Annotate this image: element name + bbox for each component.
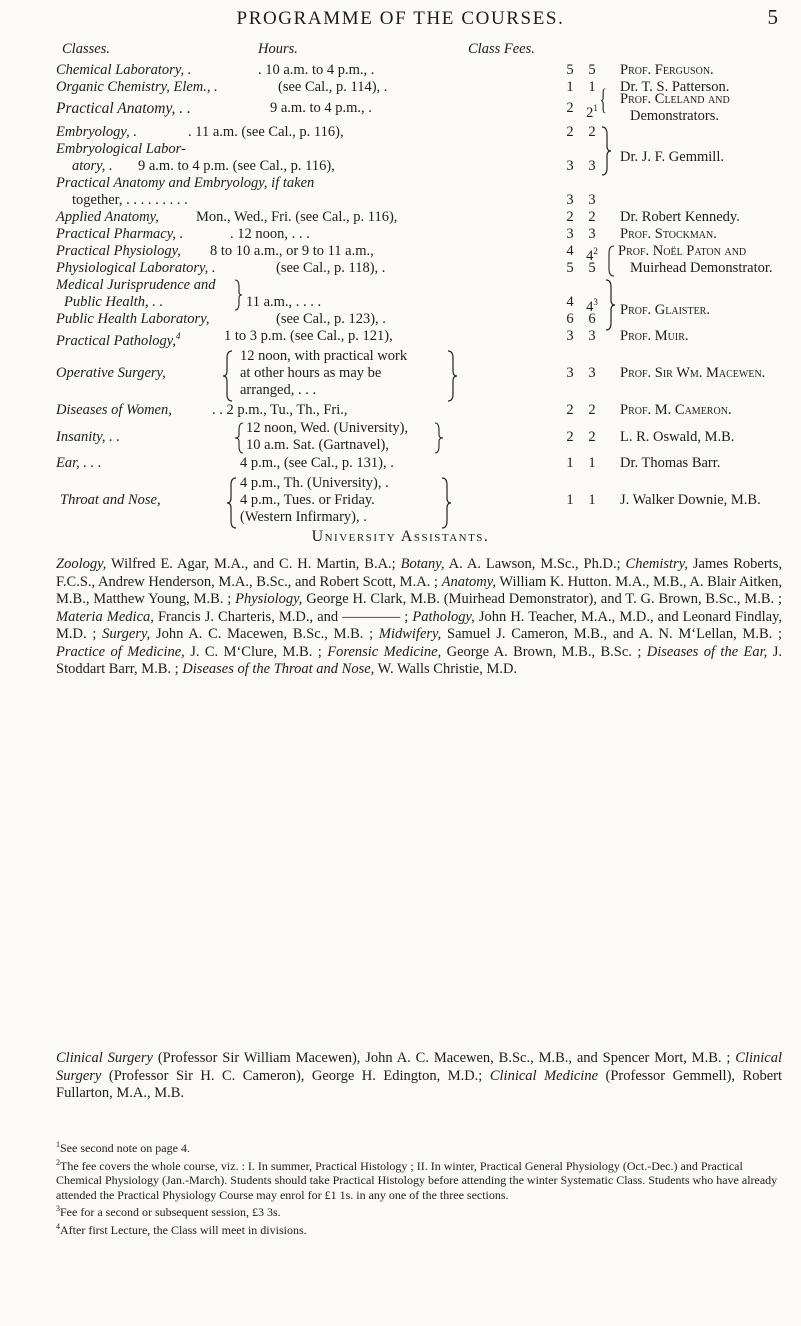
fee-second: 2 (588, 124, 596, 140)
fee-first: 3 (566, 158, 574, 174)
subject-label: Anatomy, (441, 573, 496, 590)
assistant-names: Francis J. Charteris, M.D., and ———— ; (153, 608, 413, 625)
col-fees: Class Fees. (468, 41, 535, 57)
section-heading: University Assistants. (311, 528, 490, 545)
assistant-names: W. Walls Christie, M.D. (374, 661, 518, 677)
footnote-text: Fee for a second or subsequent session, £3 3s. (60, 1205, 281, 1219)
fee-first: 2 (566, 209, 574, 225)
fee-first: 4 (566, 243, 574, 259)
assistant-names: George H. Clark, M.B. (Muirhead Demonstrator), and T. G. Brown, B.Sc., M.B. ; (302, 591, 782, 607)
subject-label: Surgery, (102, 626, 151, 642)
assistant-names: (Professor Gemmell), Robert Fullarton, M.A., M.B. (56, 1067, 782, 1101)
fee-first: 1 (566, 492, 574, 508)
class-hours: (see Cal., p. 118), . (276, 260, 386, 276)
lecturer: Dr. Robert Kennedy. (620, 209, 740, 225)
class-hours: 1 to 3 p.m. (see Cal., p. 121), (224, 328, 393, 344)
footnote (56, 1220, 782, 1238)
fee-first: 6 (566, 311, 574, 327)
class-hours-cont: arranged, . . . (240, 382, 317, 398)
lecturer: Prof. Stockman. (620, 226, 717, 242)
class-hours-cont: (Western Infirmary), . (240, 509, 367, 525)
footnote-text: After first Lecture, the Class will meet in divisions. (60, 1222, 307, 1237)
lecturer: Prof. Muir. (620, 328, 689, 344)
class-name: Applied Anatomy, (56, 209, 159, 225)
fee-second: 3 (588, 226, 596, 242)
class-name: Practical Pharmacy, . (56, 226, 184, 242)
fee-first: 5 (566, 260, 574, 276)
fee-first: 2 (566, 124, 574, 140)
class-name: Throat and Nose, (60, 492, 161, 508)
lecturer: Muirhead Demonstrator. (630, 260, 773, 276)
fee-second: 2 (588, 429, 596, 445)
fee-first: 2 (566, 100, 574, 116)
assistants-paragraph (56, 556, 782, 679)
brace: { (599, 83, 607, 116)
class-name: Embryological Labor- (56, 141, 186, 157)
footnote-text: The fee covers the whole course, viz. : I. In summer, Practical Histology ; II. In winter, Practical General Physiology (Oct.-Dec.) and Practical Chemical Physiology (Jan.-March). Students should take Practical Histology before attending the winter Systematic Class. Students who have already attended the Practical Physiology Course may enrol for £1 1s. in any one of the three sections. (56, 1158, 778, 1202)
class-hours-cont: 4 p.m., Tues. or Friday. (240, 492, 375, 508)
subject-label: Materia Medica, (56, 608, 154, 625)
fee-first: 1 (566, 79, 574, 95)
subject-label: Zoology, (56, 556, 107, 572)
col-hours: Hours. (258, 41, 298, 57)
fee-first: 2 (566, 429, 574, 445)
class-name: Organic Chemistry, Elem., . (56, 79, 218, 95)
brace (446, 350, 458, 402)
class-name: Medical Jurisprudence and (56, 277, 216, 293)
assistant-names: Wilfred E. Agar, M.A., and C. H. Martin, B.A.; (106, 556, 401, 572)
class-hours-cont: 10 a.m. Sat. (Gartnavel), (246, 437, 389, 453)
fee-second: 3 (588, 328, 596, 344)
fee-first: 3 (566, 226, 574, 242)
course-schedule (0, 62, 801, 525)
class-name: Operative Surgery, (56, 365, 166, 381)
assistant-names: John A. C. Macewen, B.Sc., M.B. ; (150, 626, 379, 642)
lecturer: J. Walker Downie, M.B. (620, 492, 761, 508)
footnote-number: 2 (56, 1157, 60, 1167)
brace (600, 126, 612, 176)
running-title: PROGRAMME OF THE COURSES. (236, 8, 565, 29)
class-hours: Mon., Wed., Fri. (see Cal., p. 116), (196, 209, 398, 225)
footnote (56, 1156, 782, 1203)
subject-label: Physiology, (235, 591, 303, 607)
lecturer: Prof. Noël Paton and (618, 243, 747, 259)
assistant-names: William K. Hutton. M.A., M.B., A. Blair Aitken, M.B., Matthew Young, M.B. ; (56, 573, 782, 607)
assistant-names: John H. Teacher, M.A., M.D., and Leonard Findlay, M.D. ; (56, 608, 782, 642)
subject-label: Botany, (400, 556, 445, 572)
assistant-names: James Roberts, F.C.S., Andrew Henderson, M.A., B.Sc., and Robert Scott, M.A. ; (56, 556, 782, 590)
class-name-cont: atory, . (72, 158, 113, 174)
footnote-number: 1 (56, 1140, 60, 1149)
footnotes (56, 1138, 782, 1237)
subject-label: Diseases of the Throat and Nose, (182, 661, 375, 677)
class-hours: 9 a.m. to 4 p.m., . (270, 100, 372, 116)
assistant-names: A. A. Lawson, M.Sc., Ph.D.; (444, 556, 626, 572)
class-hours-cont: at other hours as may be (240, 365, 382, 381)
subject-label: Clinical Surgery (56, 1050, 782, 1084)
subject-label: Chemistry, (625, 556, 688, 572)
brace (606, 245, 616, 277)
class-hours: . 11 a.m. (see Cal., p. 116), (188, 124, 344, 140)
lecturer: L. R. Oswald, M.B. (620, 429, 735, 445)
footnote-number: 4 (56, 1221, 60, 1231)
fee-first: 4 (566, 294, 574, 310)
fee-first: 1 (566, 455, 574, 471)
fee-second: 5 (588, 260, 596, 276)
class-hours: 8 to 10 a.m., or 9 to 11 a.m., (210, 243, 374, 259)
class-name: Practical Anatomy and Embryology, if taken (56, 175, 315, 191)
lecturer: Prof. Glaister. (620, 302, 710, 318)
fee-second: 3 (588, 192, 596, 208)
class-hours: 9 a.m. to 4 p.m. (see Cal., p. 116), (138, 158, 335, 174)
class-name: Diseases of Women, (56, 402, 172, 418)
lecturer: Dr. J. F. Gemmill. (620, 149, 724, 165)
subject-label: Clinical Surgery (56, 1050, 153, 1066)
fee-second: $2^1$ (586, 103, 598, 121)
brace (234, 422, 244, 454)
fee-second: 2 (588, 209, 596, 225)
assistant-names: J. C. M‘Clure, M.B. ; (184, 643, 328, 660)
fee-second: 1 (588, 79, 596, 95)
class-name: Public Health Laboratory, (56, 311, 210, 327)
fee-first: 3 (566, 365, 574, 381)
col-classes: Classes. (62, 41, 110, 57)
brace (233, 279, 243, 311)
lecturer: Dr. Thomas Barr. (620, 455, 721, 471)
fee-second: $4^2$ (586, 246, 598, 264)
fee-second: 5 (588, 62, 596, 78)
footnote (56, 1202, 782, 1220)
lecturer: Prof. Sir Wm. Macewen. (620, 365, 766, 381)
assistant-names: (Professor Sir William Macewen), John A. C. Macewen, B.Sc., M.B., and Spencer Mort, M.B. ; (152, 1050, 736, 1066)
subject-label: Diseases of the Ear, (646, 643, 768, 660)
subject-label: Pathology, (412, 608, 475, 625)
fee-second: 2 (588, 402, 596, 418)
class-name: Physiological Laboratory, . (56, 260, 216, 276)
class-name: Embryology, . (56, 124, 137, 140)
fee-first: 5 (566, 62, 574, 78)
lecturer: Prof. M. Cameron. (620, 402, 732, 418)
brace (440, 477, 452, 529)
brace (226, 477, 238, 529)
brace (604, 279, 616, 331)
running-header (0, 0, 801, 40)
fee-second: 3 (588, 365, 596, 381)
class-name: Chemical Laboratory, . (56, 62, 192, 78)
fee-second: 1 (588, 492, 596, 508)
class-hours: 12 noon, with practical work (240, 348, 408, 364)
class-name: Practical Pathology,$^4$ (56, 331, 181, 349)
class-hours: . 12 noon, . . . (230, 226, 310, 242)
assistant-names: George A. Brown, M.B., B.Sc. ; (441, 643, 647, 660)
fee-first: 3 (566, 328, 574, 344)
clinical-assistants-paragraph (56, 1050, 782, 1103)
brace (222, 350, 234, 402)
page-number: 5 (767, 5, 778, 29)
fee-first: 2 (566, 402, 574, 418)
class-hours: . . 2 p.m., Tu., Th., Fri., (212, 402, 348, 418)
assistant-names: (Professor Sir H. C. Cameron), George H. Edington, M.D.; (101, 1067, 490, 1084)
class-hours: . 10 a.m. to 4 p.m., . (258, 62, 375, 78)
class-hours: 4 p.m., (see Cal., p. 131), . (240, 455, 394, 471)
footnote (56, 1138, 782, 1156)
class-name-cont: Public Health, . . (64, 294, 164, 310)
fee-first: 3 (566, 192, 574, 208)
fee-second: 3 (588, 158, 596, 174)
footnote-number: 3 (56, 1204, 60, 1213)
fee-second: $4^3$ (586, 297, 598, 315)
class-name-cont: together, . . . . . . . . . (72, 192, 188, 208)
class-hours: 12 noon, Wed. (University), (246, 420, 409, 436)
brace (434, 422, 444, 454)
column-headers (0, 41, 801, 63)
lecturer: Dr. T. S. Patterson. (620, 79, 730, 95)
fee-second: 1 (588, 455, 596, 471)
class-name: Ear, . . . (56, 455, 102, 471)
assistant-names: J. Stoddart Barr, M.B. ; (56, 643, 782, 677)
class-hours: 11 a.m., . . . . (246, 294, 322, 310)
assistant-names: Samuel J. Cameron, M.B., and A. N. M‘Lellan, M.B. ; (441, 626, 782, 642)
class-hours: 4 p.m., Th. (University), . (240, 475, 389, 491)
class-name: Insanity, . . (56, 429, 121, 445)
lecturer: Demonstrators. (630, 108, 719, 124)
class-name: Practical Anatomy, . . (56, 100, 191, 117)
class-hours: (see Cal., p. 114), . (278, 79, 388, 95)
subject-label: Clinical Medicine (489, 1067, 599, 1084)
class-hours: (see Cal., p. 123), . (276, 311, 386, 327)
subject-label: Practice of Medicine, (56, 643, 185, 660)
class-name: Practical Physiology, (56, 243, 181, 259)
subject-label: Midwifery, (378, 626, 442, 642)
fee-second: 6 (588, 311, 596, 327)
lecturer: Prof. Ferguson. (620, 62, 714, 78)
subject-label: Forensic Medicine, (327, 643, 442, 660)
lecturer: Prof. Cleland and (620, 91, 730, 107)
footnote-text: See second note on page 4. (60, 1141, 190, 1155)
